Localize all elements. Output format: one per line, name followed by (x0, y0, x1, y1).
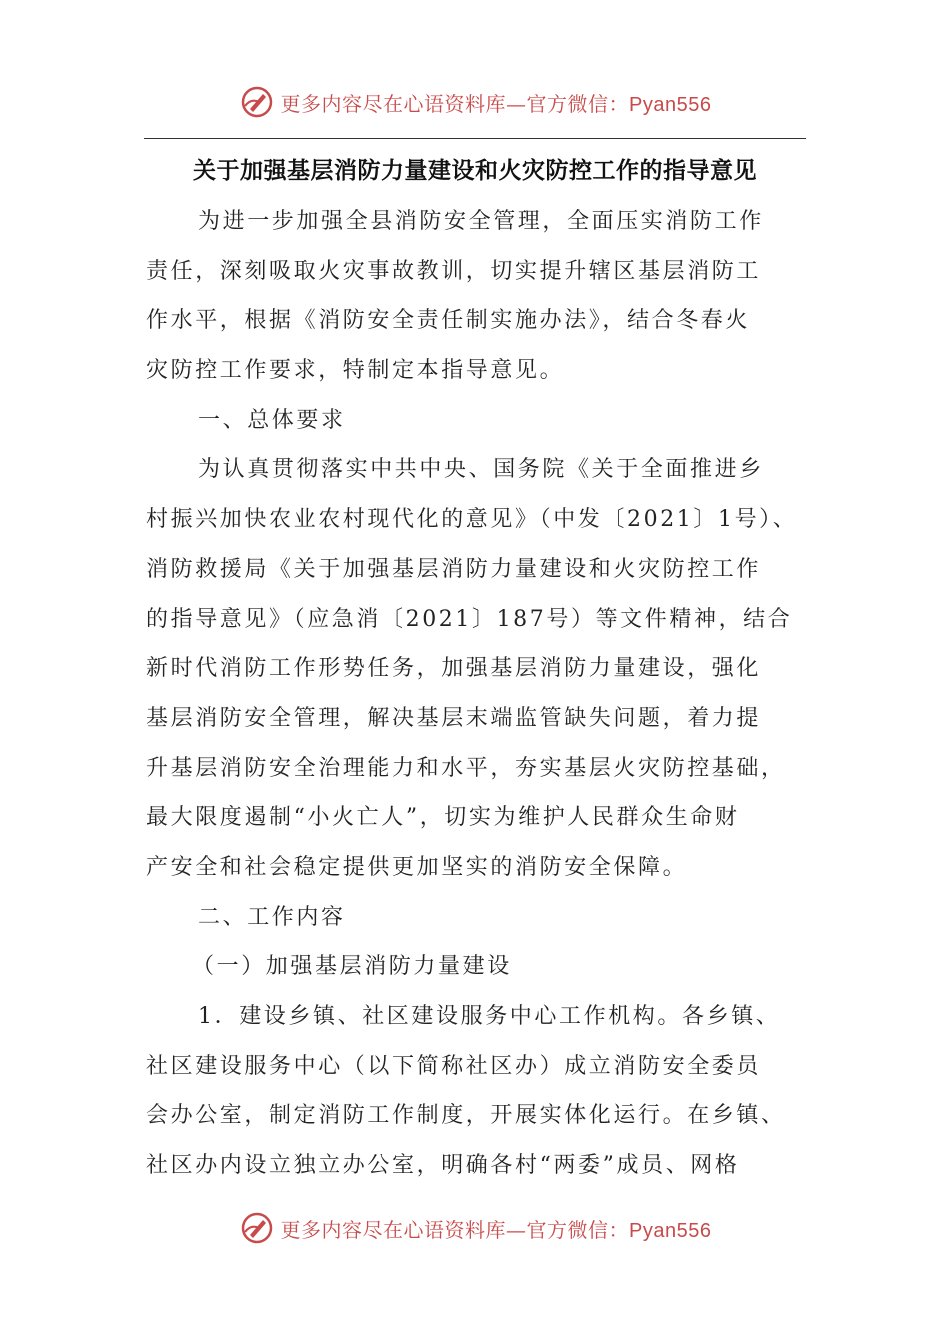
header-brand: 更多内容尽在心语资料库 (280, 91, 507, 116)
body-line: 灾防控工作要求，特制定本指导意见。 (146, 358, 565, 384)
body-line: 作水平，根据《消防安全责任制实施办法》，结合冬春火 (146, 308, 751, 334)
body-line: 新时代消防工作形势任务，加强基层消防力量建设，强化 (146, 656, 762, 682)
header-banner (0, 80, 950, 124)
footer-brand: 更多内容尽在心语资料库 (280, 1217, 507, 1242)
body-line: 责任，深刻吸取火灾事故教训，切实提升辖区基层消防工 (146, 258, 762, 284)
body-line: 升基层消防安全治理能力和水平，夯实基层火灾防控基础， (146, 755, 786, 781)
document-title: 关于加强基层消防力量建设和火灾防控工作的指导意见 (193, 158, 757, 184)
document-body (146, 197, 798, 1191)
body-line: 会办公室，制定消防工作制度，开展实体化运行。在乡镇、 (146, 1103, 786, 1129)
pen-logo-icon (239, 84, 275, 120)
body-line: 消防救援局《关于加强基层消防力量建设和火灾防控工作 (146, 556, 762, 582)
section-heading: 一、总体要求 (198, 407, 346, 433)
header-wechat: 官方微信：Pyan556 (526, 93, 712, 116)
pen-logo-icon (239, 1210, 275, 1246)
body-line: 1．建设乡镇、社区建设服务中心工作机构。各乡镇、 (198, 1004, 781, 1029)
body-line: 社区办内设立独立办公室，明确各村“两委”成员、网格 (146, 1153, 740, 1179)
header-divider (144, 138, 806, 139)
body-line: 村振兴加快农业农村现代化的意见》（中发〔2021〕1号）、 (146, 507, 798, 533)
body-line: 为进一步加强全县消防安全管理，全面压实消防工作 (198, 209, 764, 234)
body-line: 为认真贯彻落实中共中央、国务院《关于全面推进乡 (198, 457, 764, 483)
header-banner-text (281, 88, 712, 117)
subsection-heading: （一）加强基层消防力量建设 (192, 954, 512, 980)
body-line: 基层消防安全管理，解决基层末端监管缺失问题，着力提 (146, 705, 762, 731)
body-line: 最大限度遏制“小火亡人”，切实为维护人民群众生命财 (146, 805, 740, 831)
body-line: 的指导意见》（应急消〔2021〕187号）等文件精神，结合 (146, 606, 793, 632)
footer-banner-text (281, 1214, 712, 1243)
footer-banner (0, 1206, 950, 1250)
body-line: 社区建设服务中心（以下简称社区办）成立消防安全委员 (146, 1053, 762, 1079)
body-line: 产安全和社会稳定提供更加坚实的消防安全保障。 (146, 854, 688, 880)
footer-wechat: 官方微信：Pyan556 (526, 1219, 712, 1242)
footer-sep: — (506, 1217, 527, 1242)
section-heading: 二、工作内容 (198, 904, 346, 930)
header-sep: — (506, 91, 527, 116)
